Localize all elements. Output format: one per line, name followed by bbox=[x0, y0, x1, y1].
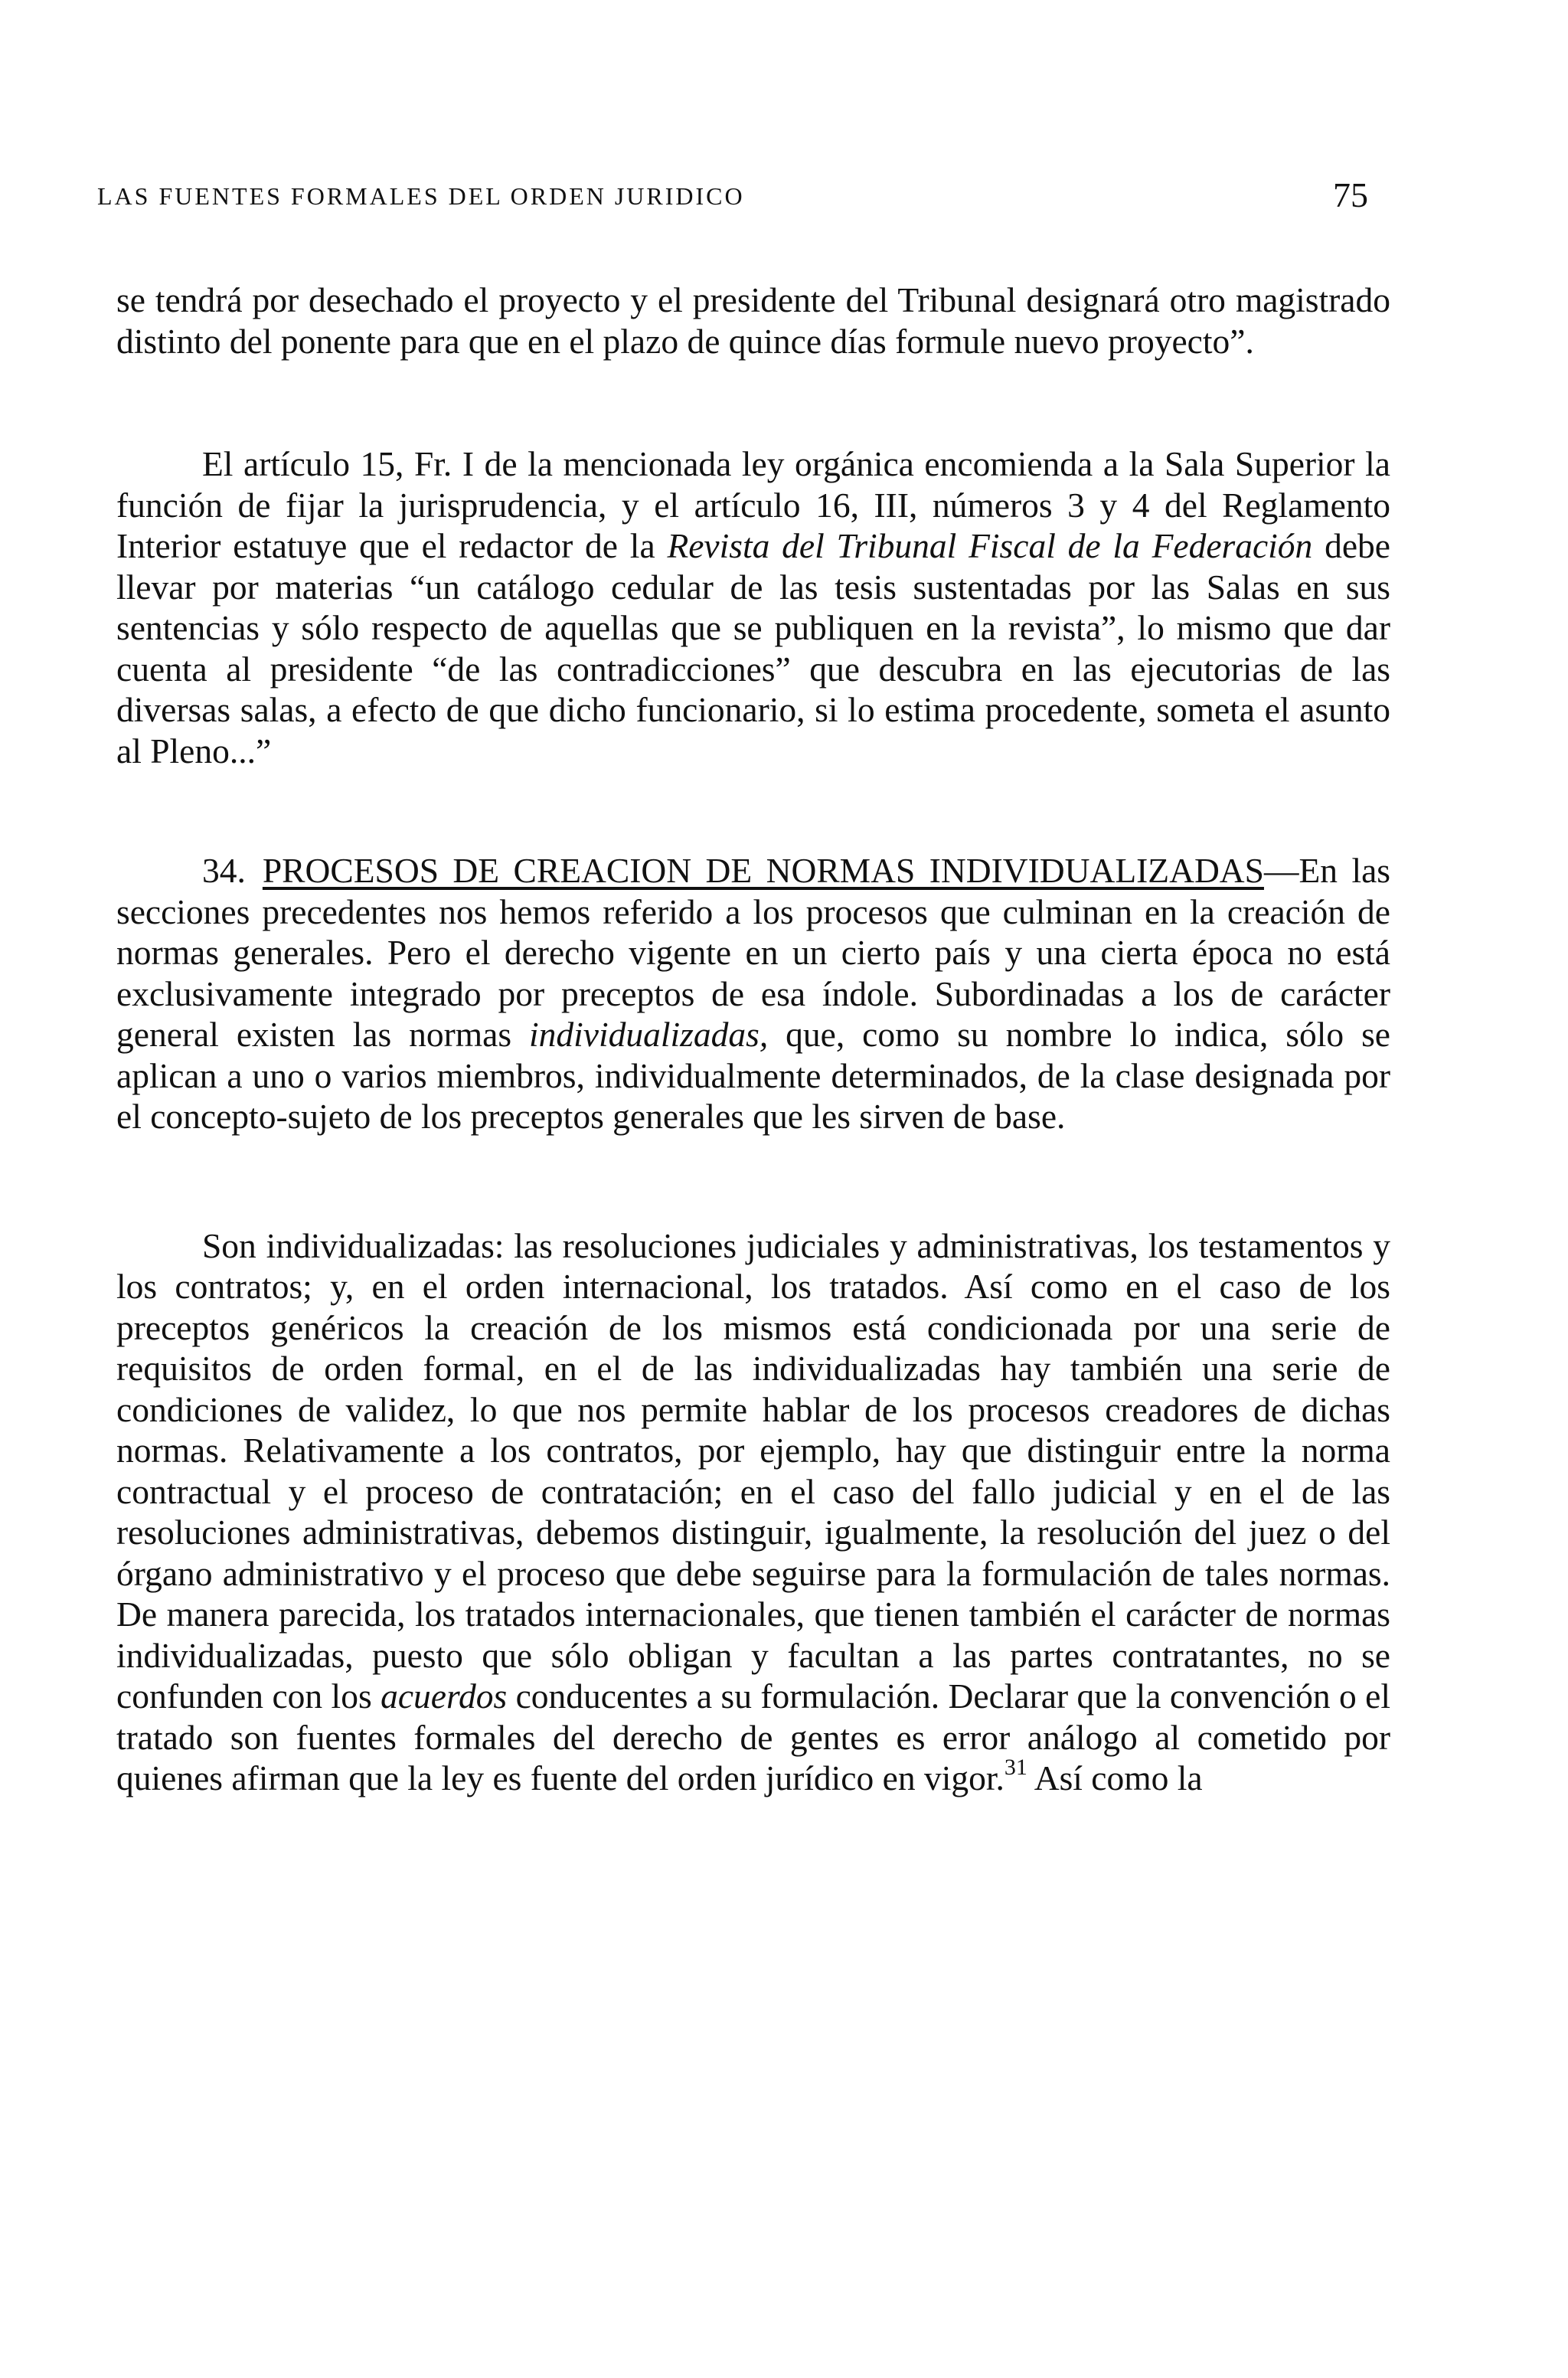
section-number: 34. bbox=[202, 851, 246, 890]
paragraph-individualizadas bbox=[116, 1225, 1390, 1799]
journal-title: Revista del Tribunal Fiscal de la Federación bbox=[667, 526, 1313, 565]
page-header bbox=[97, 175, 1368, 221]
paragraph-1-text: se tendrá por desechado el proyecto y el presidente del Tribunal designará otro magistrado distinto del ponente para que en el plazo de quince días formule nuevo proyecto”. bbox=[116, 280, 1390, 361]
section-34-text-a: —En las secciones precedentes nos hemos referido a los procesos que culminan en la creación de normas generales. Pero el derecho vigente en un cierto país y una cierta época no está exclusivamente integrado por preceptos de esa índole. Subordinadas a los de carácter general existen las normas bbox=[116, 851, 1390, 1054]
body-text bbox=[116, 280, 1390, 1799]
paragraph-4-text-c: Así como la bbox=[1027, 1758, 1203, 1797]
paragraph-2-text-a: El artículo 15, Fr. I de la mencionada ley orgánica encomienda a la Sala Superior la función de fijar la jurisprudencia, y el artículo 16, III, números 3 y 4 del Reglamento Interior estatuye que el redactor de la bbox=[116, 444, 1390, 565]
page-number: 75 bbox=[1333, 175, 1368, 214]
paragraph-2-text-b: debe llevar por materias “un catálogo cedular de las tesis sustentadas por las Salas en sus sentencias y sólo respecto de aquellas que se publiquen en la revista”, lo mismo que dar cuenta al presidente “de las contradicciones” que descubra en las ejecutorias de las diversas salas, a efecto de que dicho funcionario, si lo estima procedente, someta el asunto al Pleno...” bbox=[116, 526, 1390, 770]
section-34-paragraph bbox=[116, 850, 1390, 1137]
italic-term-acuerdos: acuerdos bbox=[381, 1676, 508, 1716]
section-34-text-b: que, como su nombre lo indica, sólo se aplican a uno o varios miembros, individualmente determinados, de la clase designada por el concepto-sujeto de los preceptos generales que les sirven de base. bbox=[116, 1015, 1390, 1136]
paragraph-continuation bbox=[116, 280, 1390, 361]
running-head: LAS FUENTES FORMALES DEL ORDEN JURIDICO bbox=[97, 182, 745, 210]
paragraph-4-text-b: conducentes a su formulación. Declarar que la convención o el tratado son fuentes formales del derecho de gentes es error análogo al cometido por quienes afirman que la ley es fuente del orden jurídico en vigor. bbox=[116, 1676, 1391, 1797]
section-heading: PROCESOS DE CREACION DE NORMAS INDIVIDUALIZADAS bbox=[262, 851, 1264, 890]
paragraph-4-text-a: Son individualizadas: las resoluciones judiciales y administrativas, los testamentos y los contratos; y, en el orden internacional, los tratados. Así como en el caso de los preceptos genéricos la creación de los mismos está condicionada por una serie de requisitos de orden formal, en el de las individualizadas hay también una serie de condiciones de validez, lo que nos permite hablar de los procesos creadores de dichas normas. Relativamente a los contratos, por ejemplo, hay que distinguir entre la norma contractual y el proceso de contratación; en el caso del fallo judicial y en el de las resoluciones administrativas, debemos distinguir, igualmente, la resolución del juez o del órgano administrativo y el proceso que debe seguirse para la formulación de tales normas. De manera parecida, los tratados internacionales, que tienen también el carácter de normas individualizadas, puesto que sólo obligan y facultan a las partes contratantes, no se confunden con los bbox=[116, 1225, 1390, 1716]
paragraph-article-15 bbox=[116, 443, 1390, 771]
footnote-reference[interactable]: 31 bbox=[1004, 1755, 1027, 1780]
italic-term-individualizadas: individualizadas, bbox=[529, 1015, 769, 1054]
